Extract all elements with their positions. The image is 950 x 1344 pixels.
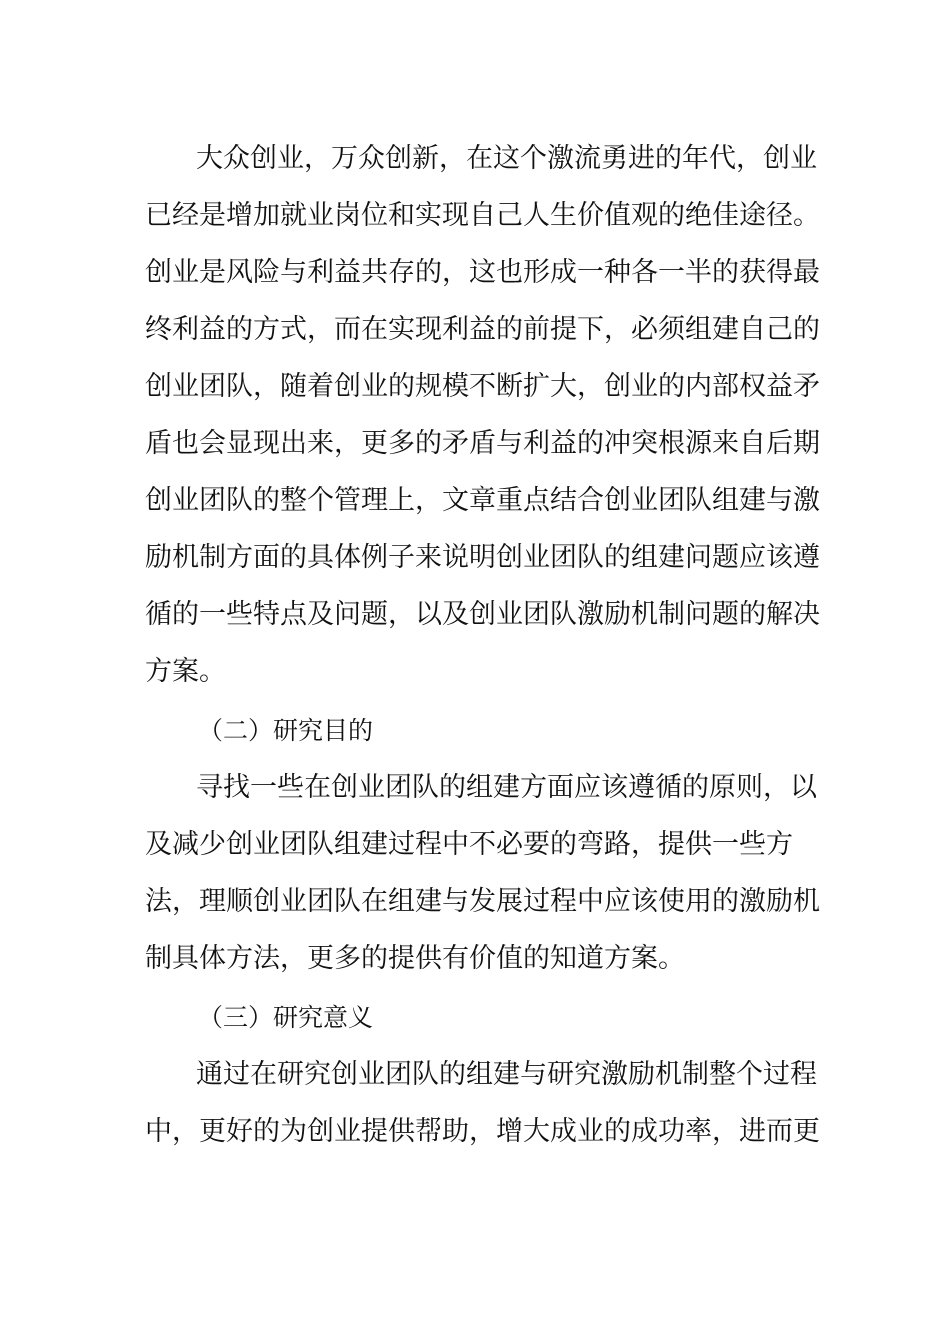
paragraph-1-line-1: 大众创业，万众创新，在这个激流勇进的年代，创业 [196, 143, 817, 174]
paragraph-1-line-3: 创业是风险与利益共存的，这也形成一种各一半的获得最 [145, 257, 820, 288]
paragraph-2-line-2: 及减少创业团队组建过程中不必要的弯路，提供一些方 [145, 829, 793, 860]
paragraph-2-line-1: 寻找一些在创业团队的组建方面应该遵循的原则，以 [196, 772, 817, 803]
paragraph-2-line-3: 法，理顺创业团队在组建与发展过程中应该使用的激励机 [145, 886, 820, 917]
paragraph-2-line-4: 制具体方法，更多的提供有价值的知道方案。 [145, 943, 685, 974]
paragraph-1-line-9: 循的一些特点及问题，以及创业团队激励机制问题的解决 [145, 599, 820, 630]
paragraph-1-line-8: 励机制方面的具体例子来说明创业团队的组建问题应该遵 [145, 542, 820, 573]
paragraph-3-line-2: 中，更好的为创业提供帮助，增大成业的成功率，进而更 [145, 1116, 820, 1147]
paragraph-3-line-1: 通过在研究创业团队的组建与研究激励机制整个过程 [196, 1059, 817, 1090]
paragraph-1-line-10: 方案。 [145, 656, 226, 687]
paragraph-1-line-4: 终利益的方式，而在实现利益的前提下，必须组建自己的 [145, 314, 820, 345]
paragraph-1-line-6: 盾也会显现出来，更多的矛盾与利益的冲突根源来自后期 [145, 428, 820, 459]
section-heading-research-purpose: （二）研究目的 [198, 716, 374, 745]
paragraph-1-line-2: 已经是增加就业岗位和实现自己人生价值观的绝佳途径。 [145, 200, 820, 231]
paragraph-1-line-7: 创业团队的整个管理上，文章重点结合创业团队组建与激 [145, 485, 820, 516]
paragraph-1-line-5: 创业团队，随着创业的规模不断扩大，创业的内部权益矛 [145, 371, 820, 402]
section-heading-research-significance: （三）研究意义 [198, 1003, 374, 1032]
